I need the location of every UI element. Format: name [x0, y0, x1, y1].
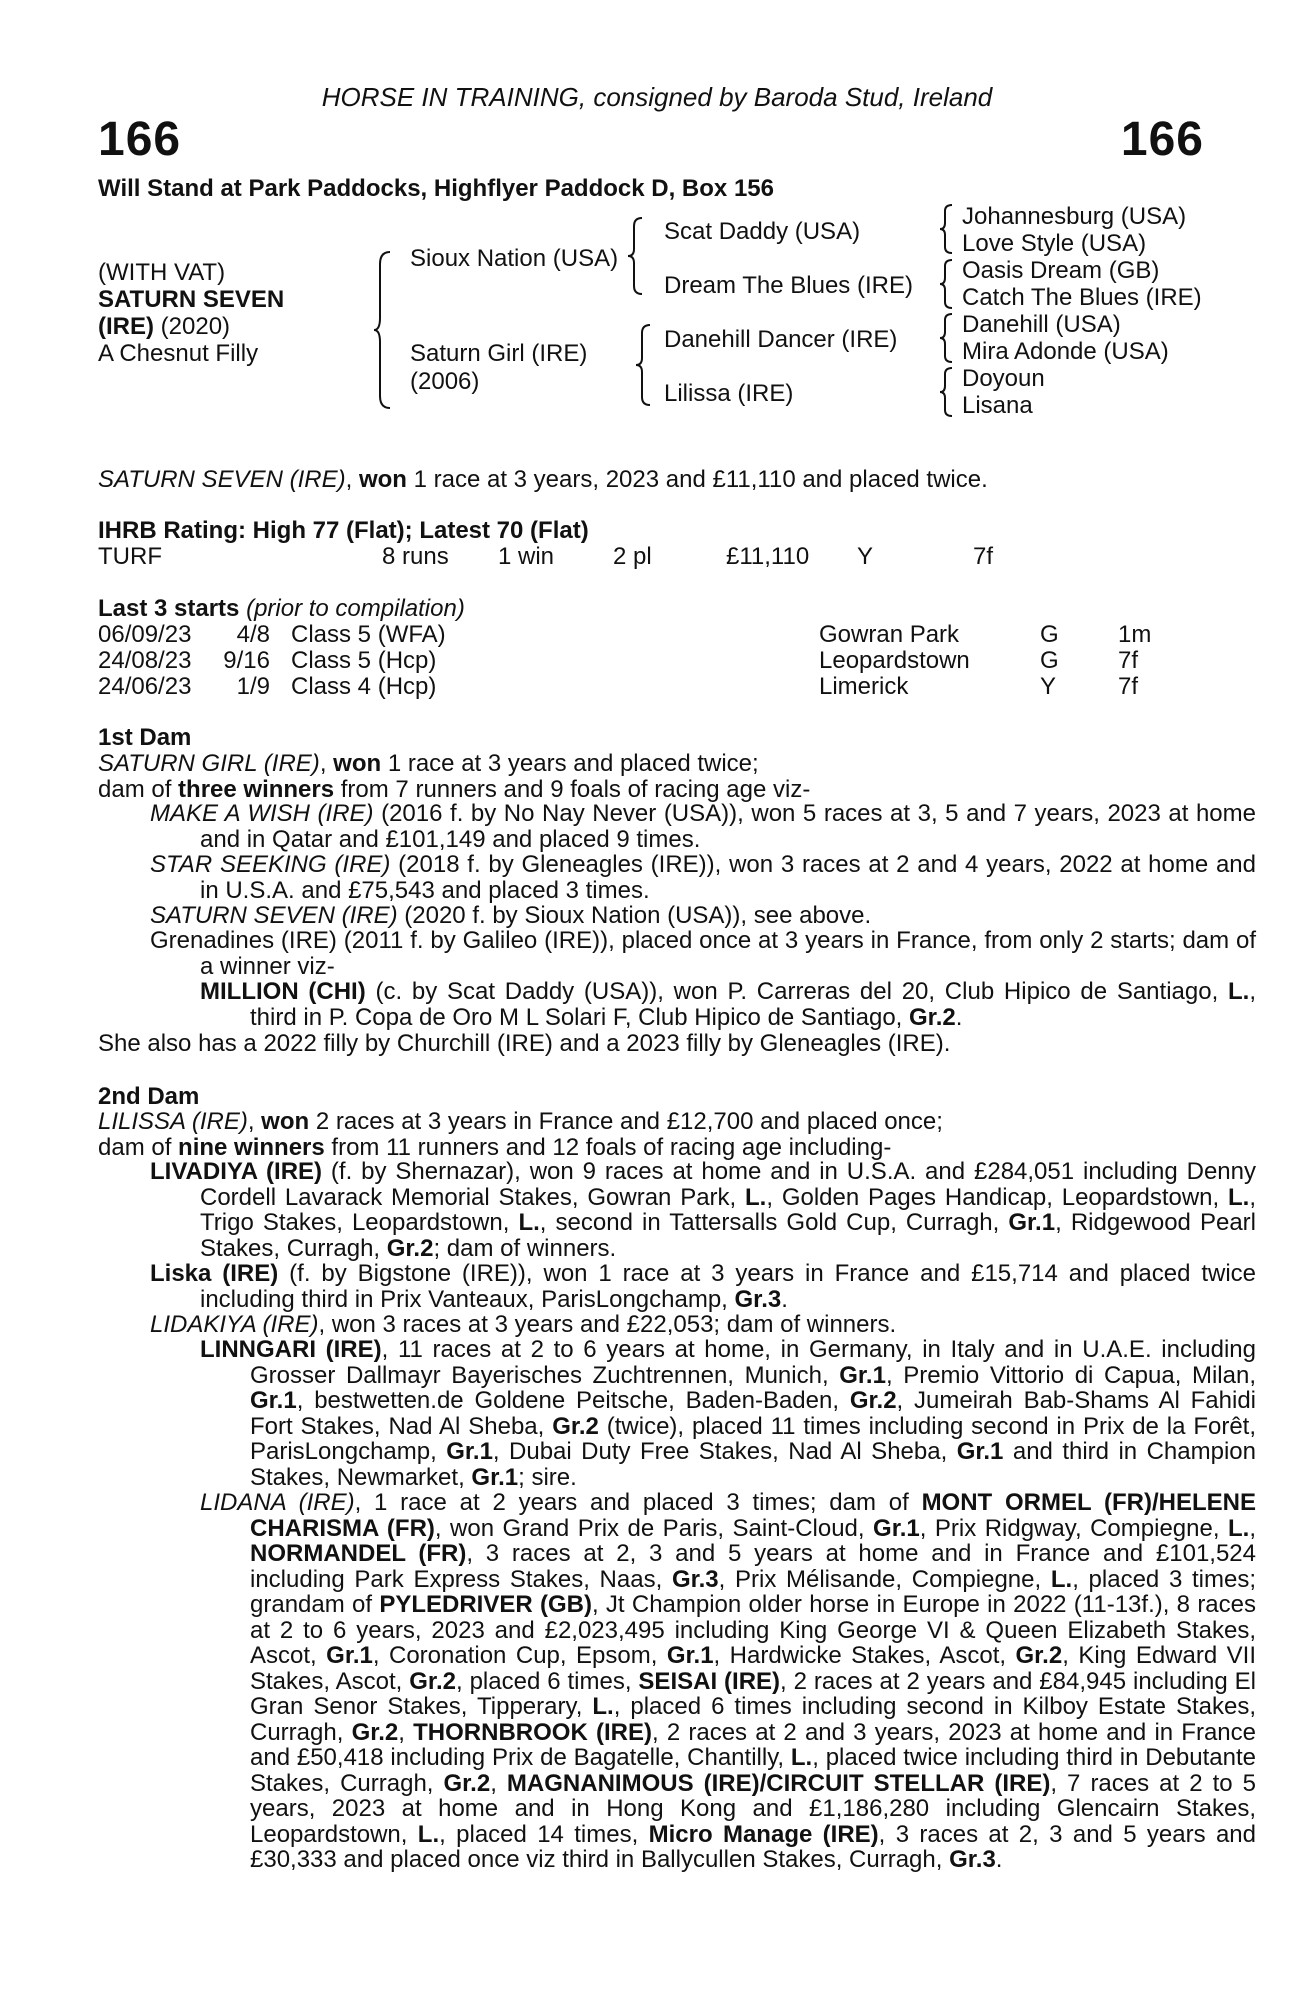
rating-heading: IHRB Rating: High 77 (Flat); Latest 70 (Flat) [98, 517, 589, 544]
last-starts-heading: Last 3 starts (prior to compilation) [98, 595, 465, 622]
start-race: Class 5 (WFA) [291, 621, 446, 648]
dam-dam: Lilissa (IRE) [664, 380, 794, 407]
rating-wins: 1 win [498, 543, 555, 570]
horse-name-suffix: (IRE) (2020) [98, 313, 231, 340]
start-date: 06/09/23 [98, 621, 192, 648]
first-dam-heading: 1st Dam [98, 724, 192, 751]
start-position: 4/8 [236, 621, 270, 648]
produce-linngari: LINNGARI (IRE), 11 races at 2 to 6 years at home, in Germany, in Italy and in U.A.E. including Grosser Dallmayr Bayerisches Zuchtrennen, Munich, Gr.1, Premio Vittorio di Capua, Milan, Gr.1, bestwetten.de Goldene Peitsche, Baden-Baden, Gr.2, Jumeirah Bab-Shams Al Fahidi Fort Stakes, Nad Al Sheba, Gr.2 (twice), placed 11 times including second in Prix de la Forêt, ParisLongchamp, Gr.1, Dubai Duty Free Stakes, Nad Al Sheba, Gr.1 and third in Champion Stakes, Newmarket, Gr.1; sire. [200, 1336, 1257, 1491]
start-distance: 7f [1118, 647, 1139, 674]
ggs-3: Oasis Dream (GB) [962, 257, 1160, 284]
ggs-2: Love Style (USA) [962, 230, 1147, 257]
brace-g1 [938, 203, 956, 255]
first-dam-produce: dam of three winners from 7 runners and 9 foals of racing age viz- [98, 776, 811, 803]
second-dam-record: LILISSA (IRE), won 2 races at 3 years in France and £12,700 and placed once; [98, 1108, 943, 1135]
start-position: 1/9 [236, 673, 270, 700]
produce-lidakiya: LIDAKIYA (IRE), won 3 races at 3 years and £22,053; dam of winners. [150, 1311, 897, 1338]
dam-sire: Danehill Dancer (IRE) [664, 326, 898, 353]
second-dam-produce: dam of nine winners from 11 runners and 12 foals of racing age including- [98, 1134, 892, 1161]
start-course: Gowran Park [819, 621, 960, 648]
rating-runs: 8 runs [382, 543, 449, 570]
first-dam-record: SATURN GIRL (IRE), won 1 race at 3 years and placed twice; [98, 750, 759, 777]
stand-location: Will Stand at Park Paddocks, Highflyer Paddock D, Box 156 [98, 175, 774, 202]
ggs-8: Lisana [962, 392, 1033, 419]
dam-year: (2006) [410, 368, 480, 395]
start-distance: 1m [1118, 621, 1152, 648]
sire-brace [626, 216, 646, 296]
vat-note: (WITH VAT) [98, 259, 226, 286]
consignor-header: HORSE IN TRAINING, consigned by Baroda Stud, Ireland [321, 82, 993, 112]
dam: Saturn Girl (IRE) [410, 340, 588, 367]
start-distance: 7f [1118, 673, 1139, 700]
start-date: 24/08/23 [98, 647, 192, 674]
start-date: 24/06/23 [98, 673, 192, 700]
rating-distance: 7f [973, 543, 994, 570]
ggs-6: Mira Adonde (USA) [962, 338, 1169, 365]
lot-number-left: 166 [98, 113, 182, 166]
start-going: G [1040, 647, 1059, 674]
brace-g4 [938, 366, 956, 418]
race-summary: SATURN SEVEN (IRE), won 1 race at 3 years, 2023 and £11,110 and placed twice. [98, 466, 988, 493]
lot-number-right: 166 [1120, 113, 1204, 166]
start-race: Class 5 (Hcp) [291, 647, 437, 674]
produce-make-a-wish: MAKE A WISH (IRE) (2016 f. by No Nay Never (USA)), won 5 races at 3, 5 and 7 years, 2023 at home and in Qatar and £101,149 and placed 9 times. [150, 800, 1256, 853]
ggs-7: Doyoun [962, 365, 1045, 392]
start-course: Leopardstown [819, 647, 970, 674]
sire: Sioux Nation (USA) [410, 245, 619, 272]
horse-description: A Chesnut Filly [98, 340, 259, 367]
produce-lidana: LIDANA (IRE), 1 race at 2 years and placed 3 times; dam of MONT ORMEL (FR)/HELENE CHARISMA (FR), won Grand Prix de Paris, Saint-Cloud, Gr.1, Prix Ridgway, Compiegne, L., NORMANDEL (FR), 3 races at 2, 3 and 5 years at home and in France and £101,524 including Park Express Stakes, Naas, Gr.3, Prix Mélisande, Compiegne, L., placed 3 times; grandam of PYLEDRIVER (GB), Jt Champion older horse in Europe in 2022 (11-13f.), 8 races at 2 to 6 years, 2023 and £2,023,495 including King George VI & Queen Elizabeth Stakes, Ascot, Gr.1, Coronation Cup, Epsom, Gr.1, Hardwicke Stakes, Ascot, Gr.2, King Edward VII Stakes, Ascot, Gr.2, placed 6 times, SEISAI (IRE), 2 races at 2 years and £84,945 including El Gran Senor Stakes, Tipperary, L., placed 6 times including second in Kilboy Estate Stakes, Curragh, Gr.2, THORNBROOK (IRE), 2 races at 2 and 3 years, 2023 at home and in France and £50,418 including Prix de Bagatelle, Chantilly, L., placed twice including third in Debutante Stakes, Curragh, Gr.2, MAGNANIMOUS (IRE)/CIRCUIT STELLAR (IRE), 7 races at 2 to 5 years, 2023 at home and in Hong Kong and £1,186,280 including Glencairn Stakes, Leopardstown, L., placed 14 times, Micro Manage (IRE), 3 races at 2, 3 and 5 years and £30,333 and placed once viz third in Ballycullen Stakes, Curragh, Gr.3. [200, 1489, 1257, 1873]
horse-name: SATURN SEVEN [98, 286, 285, 313]
ggs-1: Johannesburg (USA) [962, 203, 1187, 230]
ggs-4: Catch The Blues (IRE) [962, 284, 1202, 311]
rating-placed: 2 pl [613, 543, 652, 570]
produce-livadiya: LIVADIYA (IRE) (f. by Shernazar), won 9 races at home and in U.S.A. and £284,051 including Denny Cordell Lavarack Memorial Stakes, Gowran Park, L., Golden Pages Handicap, Leopardstown, L., Trigo Stakes, Leopardstown, L., second in Tattersalls Gold Cup, Curragh, Gr.1, Ridgewood Pearl Stakes, Curragh, Gr.2; dam of winners. [150, 1158, 1257, 1262]
sire-dam: Dream The Blues (IRE) [664, 272, 913, 299]
rating-earnings: £11,110 [726, 543, 810, 570]
start-course: Limerick [819, 673, 909, 700]
produce-saturn-seven: SATURN SEVEN (IRE) (2020 f. by Sioux Nation (USA)), see above. [150, 902, 872, 929]
second-dam-heading: 2nd Dam [98, 1083, 200, 1110]
start-position: 9/16 [223, 647, 270, 674]
produce-liska: Liska (IRE) (f. by Bigstone (IRE)), won 1 race at 3 years in France and £15,714 and placed twice including third in Prix Vanteaux, ParisLongchamp, Gr.3. [150, 1260, 1257, 1313]
start-going: G [1040, 621, 1059, 648]
brace-g2 [938, 258, 956, 310]
first-dam-foals-note: She also has a 2022 filly by Churchill (IRE) and a 2023 filly by Gleneagles (IRE). [98, 1030, 951, 1057]
dam-brace [634, 323, 654, 407]
rating-surface: TURF [98, 543, 162, 570]
start-race: Class 4 (Hcp) [291, 673, 437, 700]
sire-dam-brace [372, 250, 396, 410]
ggs-5: Danehill (USA) [962, 311, 1121, 338]
rating-going: Y [857, 543, 874, 570]
produce-million: MILLION (CHI) (c. by Scat Daddy (USA)), won P. Carreras del 20, Club Hipico de Santiago, L., third in P. Copa de Oro M L Solari F, Club Hipico de Santiago, Gr.2. [200, 978, 1256, 1031]
brace-g3 [938, 312, 956, 364]
sire-sire: Scat Daddy (USA) [664, 218, 861, 245]
produce-star-seeking: STAR SEEKING (IRE) (2018 f. by Gleneagles (IRE)), won 3 races at 2 and 4 years, 2022 at home and in U.S.A. and £75,543 and placed 3 times. [150, 851, 1256, 904]
start-going: Y [1040, 673, 1057, 700]
produce-grenadines: Grenadines (IRE) (2011 f. by Galileo (IRE)), placed once at 3 years in France, from only 2 starts; dam of a winner viz- [150, 927, 1256, 980]
